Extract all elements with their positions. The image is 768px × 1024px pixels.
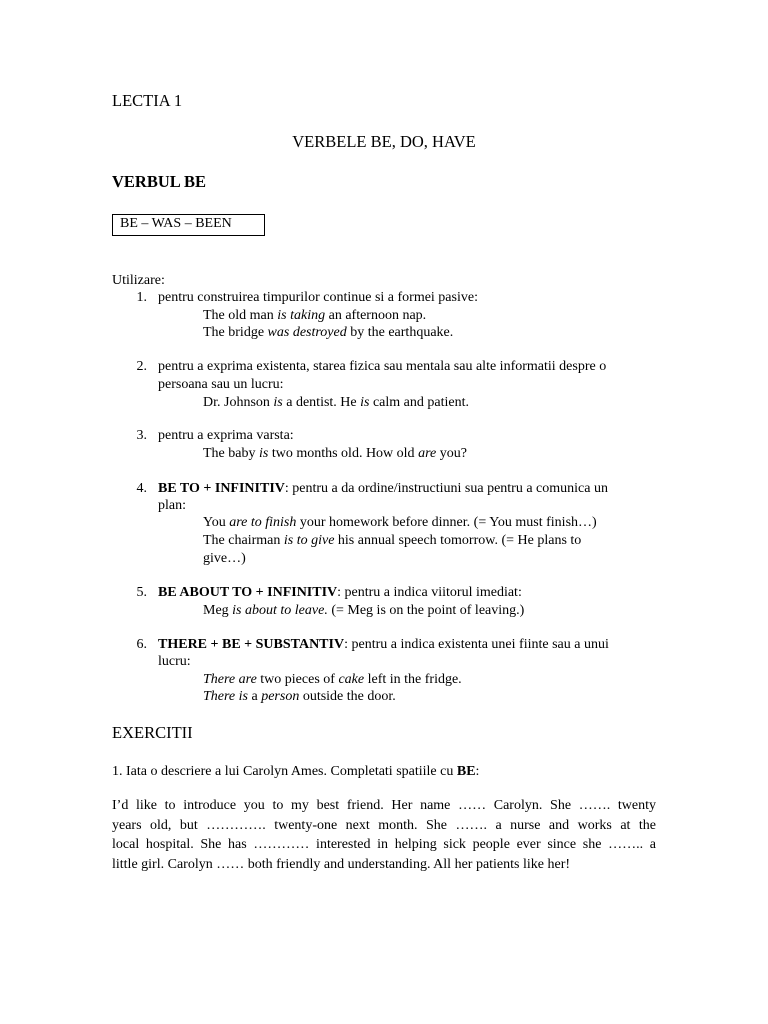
italic-term: There is (203, 689, 248, 704)
italic-term: There are (203, 672, 257, 687)
italic-term: is (273, 395, 283, 410)
bold-term: BE TO + INFINITIV (158, 481, 285, 496)
list-item-number: 3. (136, 428, 147, 443)
text-run: : (475, 764, 480, 779)
list-item-number: 6. (136, 637, 147, 652)
italic-term: is taking (277, 308, 326, 323)
example-sentence (203, 671, 462, 688)
list-item-number: 5. (136, 585, 147, 600)
example-sentence (203, 324, 453, 341)
example-sentence (203, 394, 469, 411)
text-run: Meg (203, 603, 233, 618)
text-run: calm and patient. (369, 395, 469, 410)
bold-term: BE ABOUT TO + INFINITIV (158, 585, 338, 600)
text-run: pentru construirea timpurilor continue si a formei pasive: (158, 290, 478, 305)
italic-term: is (258, 446, 269, 461)
text-run: : pentru a indica existenta unei fiinte sau a unui (344, 637, 609, 652)
list-item-text (158, 358, 606, 375)
italic-term: was destroyed (267, 325, 347, 340)
text-run: persoana sau un lucru: (158, 377, 284, 392)
text-run: plan: (158, 498, 186, 513)
text-run: an afternoon nap. (325, 308, 427, 323)
exercise-paragraph (112, 796, 656, 874)
text-run: give…) (203, 551, 246, 566)
text-run: : pentru a indica viitorul imediat: (337, 585, 522, 600)
list-item-text (158, 636, 609, 653)
text-run: his annual speech tomorrow. (= He plans to (334, 533, 582, 548)
text-run: outside the door. (299, 689, 396, 704)
text-run: you? (436, 446, 467, 461)
text-run: two months old. How old (268, 446, 419, 461)
exercise-line: local hospital. She has ………… interested in helping sick people ever since she …….. a (112, 837, 656, 852)
example-sentence (203, 532, 581, 549)
list-item-text (158, 427, 294, 444)
text-run: your homework before dinner. (= You must finish…) (296, 515, 597, 530)
italic-term: are to finish (229, 515, 297, 530)
text-run: two pieces of (256, 672, 339, 687)
example-sentence (203, 445, 467, 462)
usage-label: Utilizare: (112, 273, 165, 288)
text-run: a (247, 689, 262, 704)
text-run: by the earthquake. (346, 325, 454, 340)
italic-term: cake (338, 672, 365, 687)
text-run: : pentru a da ordine/instructiuni sua pentru a comunica un (284, 481, 608, 496)
text-run: The old man (203, 308, 278, 323)
list-item-number: 1. (136, 290, 147, 305)
exercise-line: years old, but …………. twenty-one next month. She ……. a nurse and works at the (112, 817, 656, 833)
section-heading: VERBUL BE (112, 172, 206, 191)
exercises-heading: EXERCITII (112, 723, 193, 742)
example-sentence (203, 550, 246, 567)
exercise-prompt (112, 763, 479, 780)
text-run: The chairman (203, 533, 284, 548)
list-item-text (158, 584, 522, 601)
list-item-text (158, 376, 284, 393)
exercise-line: I’d like to introduce you to my best friend. Her name …… Carolyn. She ……. twenty (112, 798, 656, 813)
list-item-text (158, 480, 608, 497)
list-item-number: 4. (136, 481, 147, 496)
text-run: pentru a exprima varsta: (158, 428, 294, 443)
verb-forms-box (112, 214, 265, 236)
verb-forms-text: BE – WAS – BEEN (120, 216, 232, 231)
text-run: 1. Iata o descriere a lui Carolyn Ames. Completati spatiile cu (112, 764, 457, 779)
lesson-label: LECTIA 1 (112, 91, 183, 110)
document-title: VERBELE BE, DO, HAVE (292, 132, 476, 151)
text-run: (= Meg is on the point of leaving.) (327, 603, 525, 618)
text-run: You (203, 515, 230, 530)
list-item-text (158, 497, 186, 514)
bold-term: THERE + BE + SUBSTANTIV (158, 637, 345, 652)
text-run: lucru: (158, 654, 191, 669)
example-sentence (203, 688, 396, 705)
example-sentence (203, 602, 524, 619)
list-item-text (158, 289, 478, 306)
text-run: The bridge (203, 325, 268, 340)
text-run: The baby (203, 446, 259, 461)
bold-term: BE (456, 764, 476, 779)
list-item-text (158, 653, 191, 670)
italic-term: is about to leave. (232, 603, 328, 618)
text-run: left in the fridge. (364, 672, 462, 687)
text-run: pentru a exprima existenta, starea fizica sau mentala sau alte informatii despre o (158, 359, 607, 374)
example-sentence (203, 307, 426, 324)
italic-term: are (418, 446, 437, 461)
italic-term: is (360, 395, 370, 410)
exercise-line: little girl. Carolyn …… both friendly and understanding. All her patients like her! (112, 856, 571, 872)
text-run: a dentist. He (282, 395, 361, 410)
text-run: Dr. Johnson (203, 395, 274, 410)
italic-term: person (261, 689, 300, 704)
list-item-number: 2. (136, 359, 147, 374)
example-sentence (203, 514, 597, 531)
italic-term: is to give (283, 533, 335, 548)
